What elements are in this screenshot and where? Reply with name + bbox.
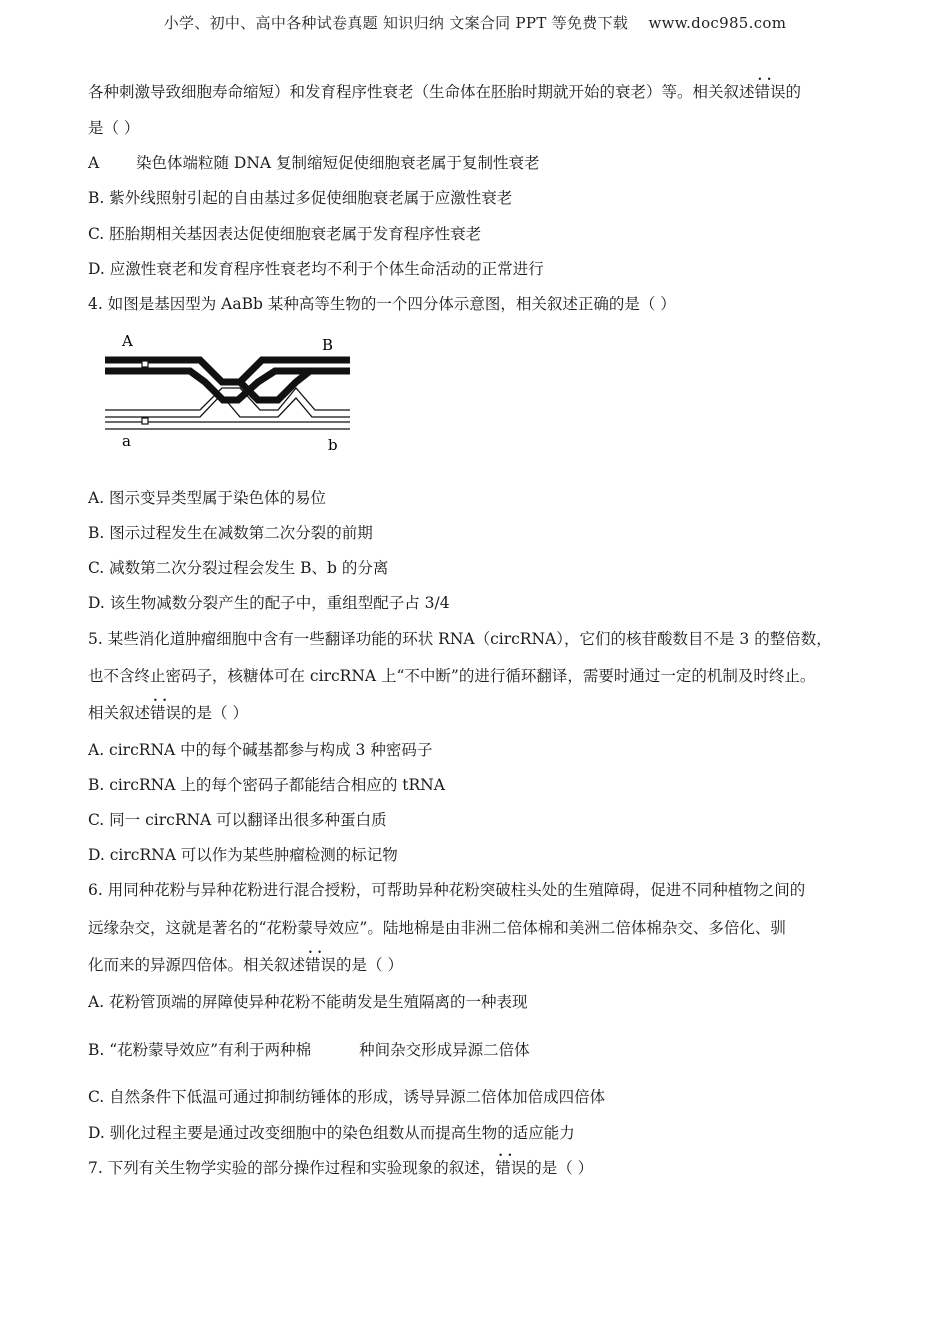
q5-option-c: C. 同一 circRNA 可以翻译出很多种蛋白质	[88, 811, 387, 829]
q6-emphasis: • • 错误	[305, 955, 336, 975]
label-B: B	[322, 336, 334, 354]
q5-option-b: B. circRNA 上的每个密码子都能结合相应的 tRNA	[88, 776, 445, 794]
q4-option-b: B. 图示过程发生在减数第二次分裂的前期	[88, 524, 373, 542]
q6-stem-line2: 远缘杂交，这就是著名的“花粉蒙导效应”。陆地棉是由非洲二倍体棉和美洲二倍体棉杂交、多倍化、驯	[88, 919, 786, 937]
q3-option-d: D. 应激性衰老和发育程序性衰老均不利于个体生命活动的正常进行	[88, 260, 544, 278]
q5-stem-suffix: 的是（ ）	[181, 704, 248, 722]
q3-stem-line2: 是（ ）	[88, 119, 140, 137]
tetrad-svg	[100, 330, 360, 460]
q6-stem-suffix: 的是（ ）	[336, 956, 403, 974]
q5-option-a: A. circRNA 中的每个碱基都参与构成 3 种密码子	[88, 741, 433, 759]
q3-stem-prefix: 各种刺激导致细胞寿命缩短）和发育程序性衰老（生命体在胚胎时期就开始的衰老）等。相关叙述	[88, 83, 755, 101]
q4-stem: 4. 如图是基因型为 AaBb 某种高等生物的一个四分体示意图，相关叙述正确的是（ ）	[88, 295, 676, 313]
q5-stem-prefix: 相关叙述	[88, 704, 151, 722]
q7-stem-prefix: 7. 下列有关生物学实验的部分操作过程和实验现象的叙述，	[88, 1159, 496, 1177]
q4-option-a: A. 图示变异类型属于染色体的易位	[88, 489, 327, 507]
tetrad-diagram	[100, 330, 360, 460]
q3-option-a-letter: A	[88, 154, 100, 172]
q3-option-a	[88, 153, 540, 173]
q5-stem-line3	[88, 703, 248, 723]
page-header-banner: 小学、初中、高中各种试卷真题 知识归纳 文案合同 PPT 等免费下载 www.doc985.com	[163, 14, 787, 32]
q3-option-c: C. 胚胎期相关基因表达促使细胞衰老属于发育程序性衰老	[88, 225, 482, 243]
q6-stem-line1: 6. 用同种花粉与异种花粉进行混合授粉，可帮助异种花粉突破柱头处的生殖障碍，促进不同种植物之间的	[88, 881, 806, 899]
q6-option-d: D. 驯化过程主要是通过改变细胞中的染色组数从而提高生物的适应能力	[88, 1124, 575, 1142]
q6-stem-prefix: 化而来的异源四倍体。相关叙述	[88, 956, 306, 974]
q6-option-b	[88, 1040, 530, 1060]
q7-stem-suffix: 的是（ ）	[526, 1159, 594, 1177]
q3-emphasis: • • 错误	[755, 82, 786, 102]
label-a: a	[122, 432, 131, 450]
centromere-dark	[142, 361, 148, 367]
q3-option-b: B. 紫外线照射引起的自由基过多促使细胞衰老属于应激性衰老	[88, 189, 513, 207]
q6-stem-line3	[88, 955, 403, 975]
q5-stem-line1: 5. 某些消化道肿瘤细胞中含有一些翻译功能的环状 RNA（circRNA），它们的核苷酸数目不是 3 的整倍数，	[88, 630, 832, 648]
q6-option-a: A. 花粉管顶端的屏障使异种花粉不能萌发是生殖隔离的一种表现	[88, 993, 528, 1011]
q5-stem-line2: 也不含终止密码子，核糖体可在 circRNA 上“不中断”的进行循环翻译，需要时通过一定的机制及时终止。	[88, 667, 816, 685]
q4-option-d: D. 该生物减数分裂产生的配子中，重组型配子占 3/4	[88, 594, 450, 612]
q3-stem-line1	[88, 82, 801, 102]
centromere-light	[142, 418, 148, 424]
q5-option-d: D. circRNA 可以作为某些肿瘤检测的标记物	[88, 846, 398, 864]
q6-option-b-part1: B. “花粉蒙导效应”有利于两种棉	[88, 1041, 312, 1059]
q7-emphasis: • • 错误	[495, 1158, 526, 1178]
label-A: A	[122, 332, 133, 350]
label-b: b	[328, 436, 338, 454]
q3-stem-suffix: 的	[785, 83, 802, 101]
q5-emphasis: • • 错误	[150, 703, 181, 723]
q3-option-a-text: 染色体端粒随 DNA 复制缩短促使细胞衰老属于复制性衰老	[136, 154, 540, 172]
q6-option-b-part2: 种间杂交形成异源二倍体	[359, 1041, 530, 1059]
q4-option-c: C. 减数第二次分裂过程会发生 B、b 的分离	[88, 559, 389, 577]
q6-option-c: C. 自然条件下低温可通过抑制纺锤体的形成，诱导异源二倍体加倍成四倍体	[88, 1088, 606, 1106]
q7-stem	[88, 1158, 593, 1178]
